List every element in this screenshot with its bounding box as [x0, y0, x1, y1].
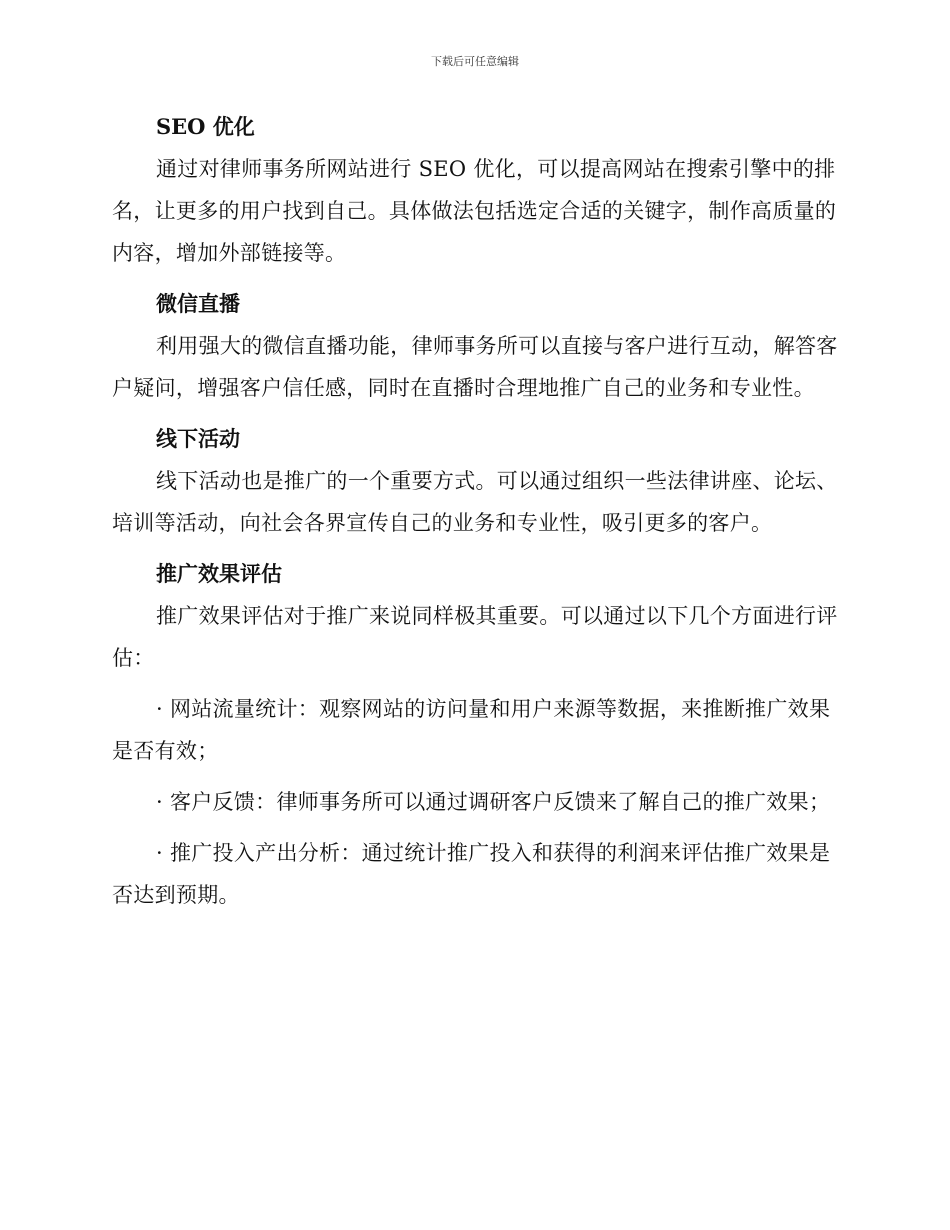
evaluation-bullet-list	[112, 688, 838, 916]
section-offline-events	[112, 418, 838, 544]
section-heading: 推广效果评估	[156, 561, 282, 586]
page-header: 下载后可任意编辑	[431, 55, 519, 68]
section-heading: 微信直播	[156, 291, 240, 316]
bullet-item: · 客户反馈：律师事务所可以通过调研客户反馈来了解自己的推广效果；	[156, 790, 831, 814]
section-seo	[112, 106, 838, 274]
section-paragraph: 线下活动也是推广的一个重要方式。可以通过组织一些法律讲座、论坛、培训等活动，向社会各界宣传自己的业务和专业性，吸引更多的客户。	[112, 469, 838, 535]
document-body	[112, 106, 838, 925]
bullet-item: · 网站流量统计：观察网站的访问量和用户来源等数据，来推断推广效果是否有效；	[112, 697, 831, 763]
section-paragraph: 利用强大的微信直播功能，律师事务所可以直接与客户进行互动，解答客户疑问，增强客户信任感，同时在直播时合理地推广自己的业务和专业性。	[112, 334, 838, 400]
bullet-item: · 推广投入产出分析：通过统计推广投入和获得的利润来评估推广效果是否达到预期。	[112, 841, 831, 907]
section-wechat-live	[112, 283, 838, 409]
section-effect-evaluation	[112, 553, 838, 916]
section-heading: 线下活动	[156, 426, 240, 451]
section-paragraph: 推广效果评估对于推广来说同样极其重要。可以通过以下几个方面进行评估：	[112, 604, 838, 670]
section-heading: SEO 优化	[156, 114, 255, 139]
section-paragraph: 通过对律师事务所网站进行 SEO 优化，可以提高网站在搜索引擎中的排名，让更多的用户找到自己。具体做法包括选定合适的关键字，制作高质量的内容，增加外部链接等。	[112, 157, 837, 265]
